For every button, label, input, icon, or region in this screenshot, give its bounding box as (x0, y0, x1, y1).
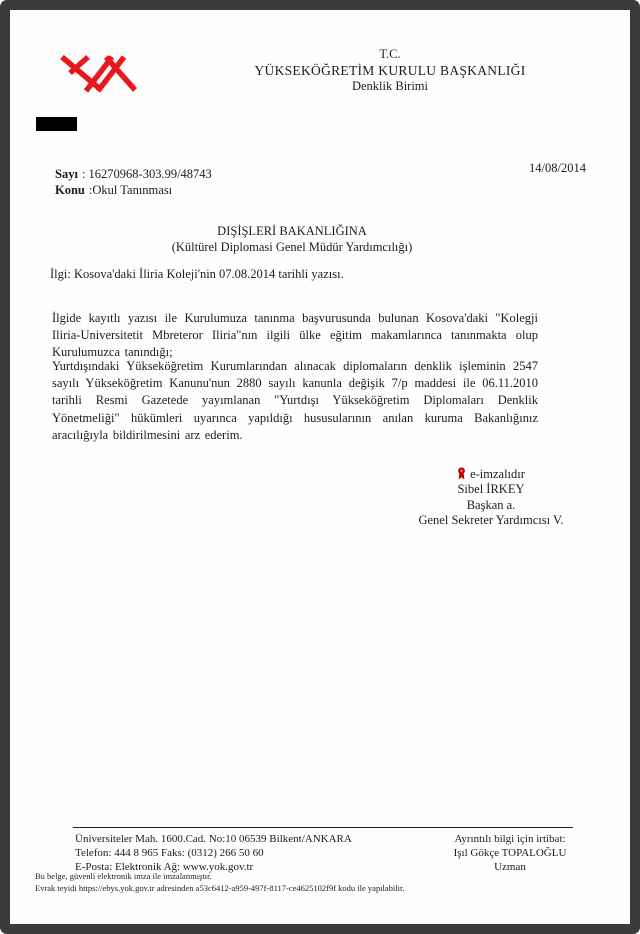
yok-logo-icon (60, 54, 138, 94)
esign-label: e-imzalıdır (470, 467, 525, 481)
sayi-label: Sayı (55, 167, 78, 181)
reference-line: İlgi: Kosova'daki İliria Koleji'nin 07.08.2014 tarihli yazısı. (50, 267, 344, 281)
esign-line (340, 467, 640, 482)
redaction-bar (36, 117, 77, 131)
signer-title-1: Başkan a. (466, 497, 516, 512)
addressee-block (52, 224, 532, 255)
body-paragraph-1: İlgide kayıtlı yazısı ile Kurulumuza tanınma başvurusunda bulunan Kosova'daki "Kolegji Iliria-Universitetit Mbreteror Iliria"nın ilgili ülke eğitim makamlarınca tanınmakta olup Kurulumuzca tanındığı; (52, 311, 538, 360)
footer-email: E-Posta: Elektronik Ağ: www.yok.gov.tr (75, 861, 254, 873)
letterhead-tc: T.C. (379, 47, 401, 61)
addressee-line2: (Kültürel Diplomasi Genel Müdür Yardımcılığı) (171, 239, 413, 254)
footer-contact-label: Ayrıntılı bilgi için irtibat: (454, 833, 566, 845)
body-paragraph-2: Yurtdışındaki Yükseköğretim Kurumlarından alınacak diplomaların denklik işleminin 2547 sayılı Yükseköğretim Kanunu'nun 2880 sayılı kanunla değişik 7/p maddesi ile 06.11.2010 tarihli Resmi Gazetede yayımlanan "Yurtdışı Yükseköğretim Diplomaları Denklik Yönetmeliği" hükümleri uyarınca yapıldığı hususularının anılan kuruma Bakanlığınız aracılığıyla bildirilmesini arz ederim. (52, 359, 538, 442)
letterhead-unit: Denklik Birimi (351, 79, 429, 93)
footer-contact-name: Işıl Gökçe TOPALOĞLU (453, 847, 567, 859)
signer-title-2: Genel Sekreter Yardımcısı V. (418, 513, 564, 528)
signer-name: Sibel İRKEY (457, 482, 525, 497)
e-signature-seal-icon (457, 467, 466, 480)
document-number-line (55, 167, 212, 182)
letterhead-title: YÜKSEKÖĞRETİM KURULU BAŞKANLIĞI (254, 63, 526, 78)
esign-note: Bu belge, güvenli elektronik imza ile imzalanmıştır. (35, 871, 212, 881)
document-subject-line (55, 183, 172, 198)
addressee-line1: DIŞİŞLERİ BAKANLIĞINA (217, 224, 367, 238)
footer-contact-address (75, 832, 405, 874)
letterhead (150, 47, 630, 94)
document-page (10, 10, 630, 924)
footer-phone: Telefon: 444 8 965 Faks: (0312) 266 50 60 (75, 847, 264, 859)
footer-contact-person (430, 832, 590, 874)
footer-address: Üniversiteler Mah. 1600.Cad. No:10 06539 Bilkent/ANKARA (75, 833, 352, 845)
footer-legal-notes (35, 871, 595, 894)
verification-note: Evrak teyidi https://ebys.yok.gov.tr adresinden a53c6412-a959-497f-8117-ce4625102f9f kodu ile yapılabilir. (35, 882, 405, 893)
sayi-value: : 16270968-303.99/48743 (81, 167, 212, 181)
document-date: 14/08/2014 (529, 161, 586, 175)
footer-contact-title: Uzman (494, 861, 526, 873)
footer-divider (73, 827, 573, 828)
konu-value: :Okul Tanınması (88, 183, 173, 197)
signature-block (340, 467, 640, 529)
konu-label: Konu (55, 183, 85, 197)
